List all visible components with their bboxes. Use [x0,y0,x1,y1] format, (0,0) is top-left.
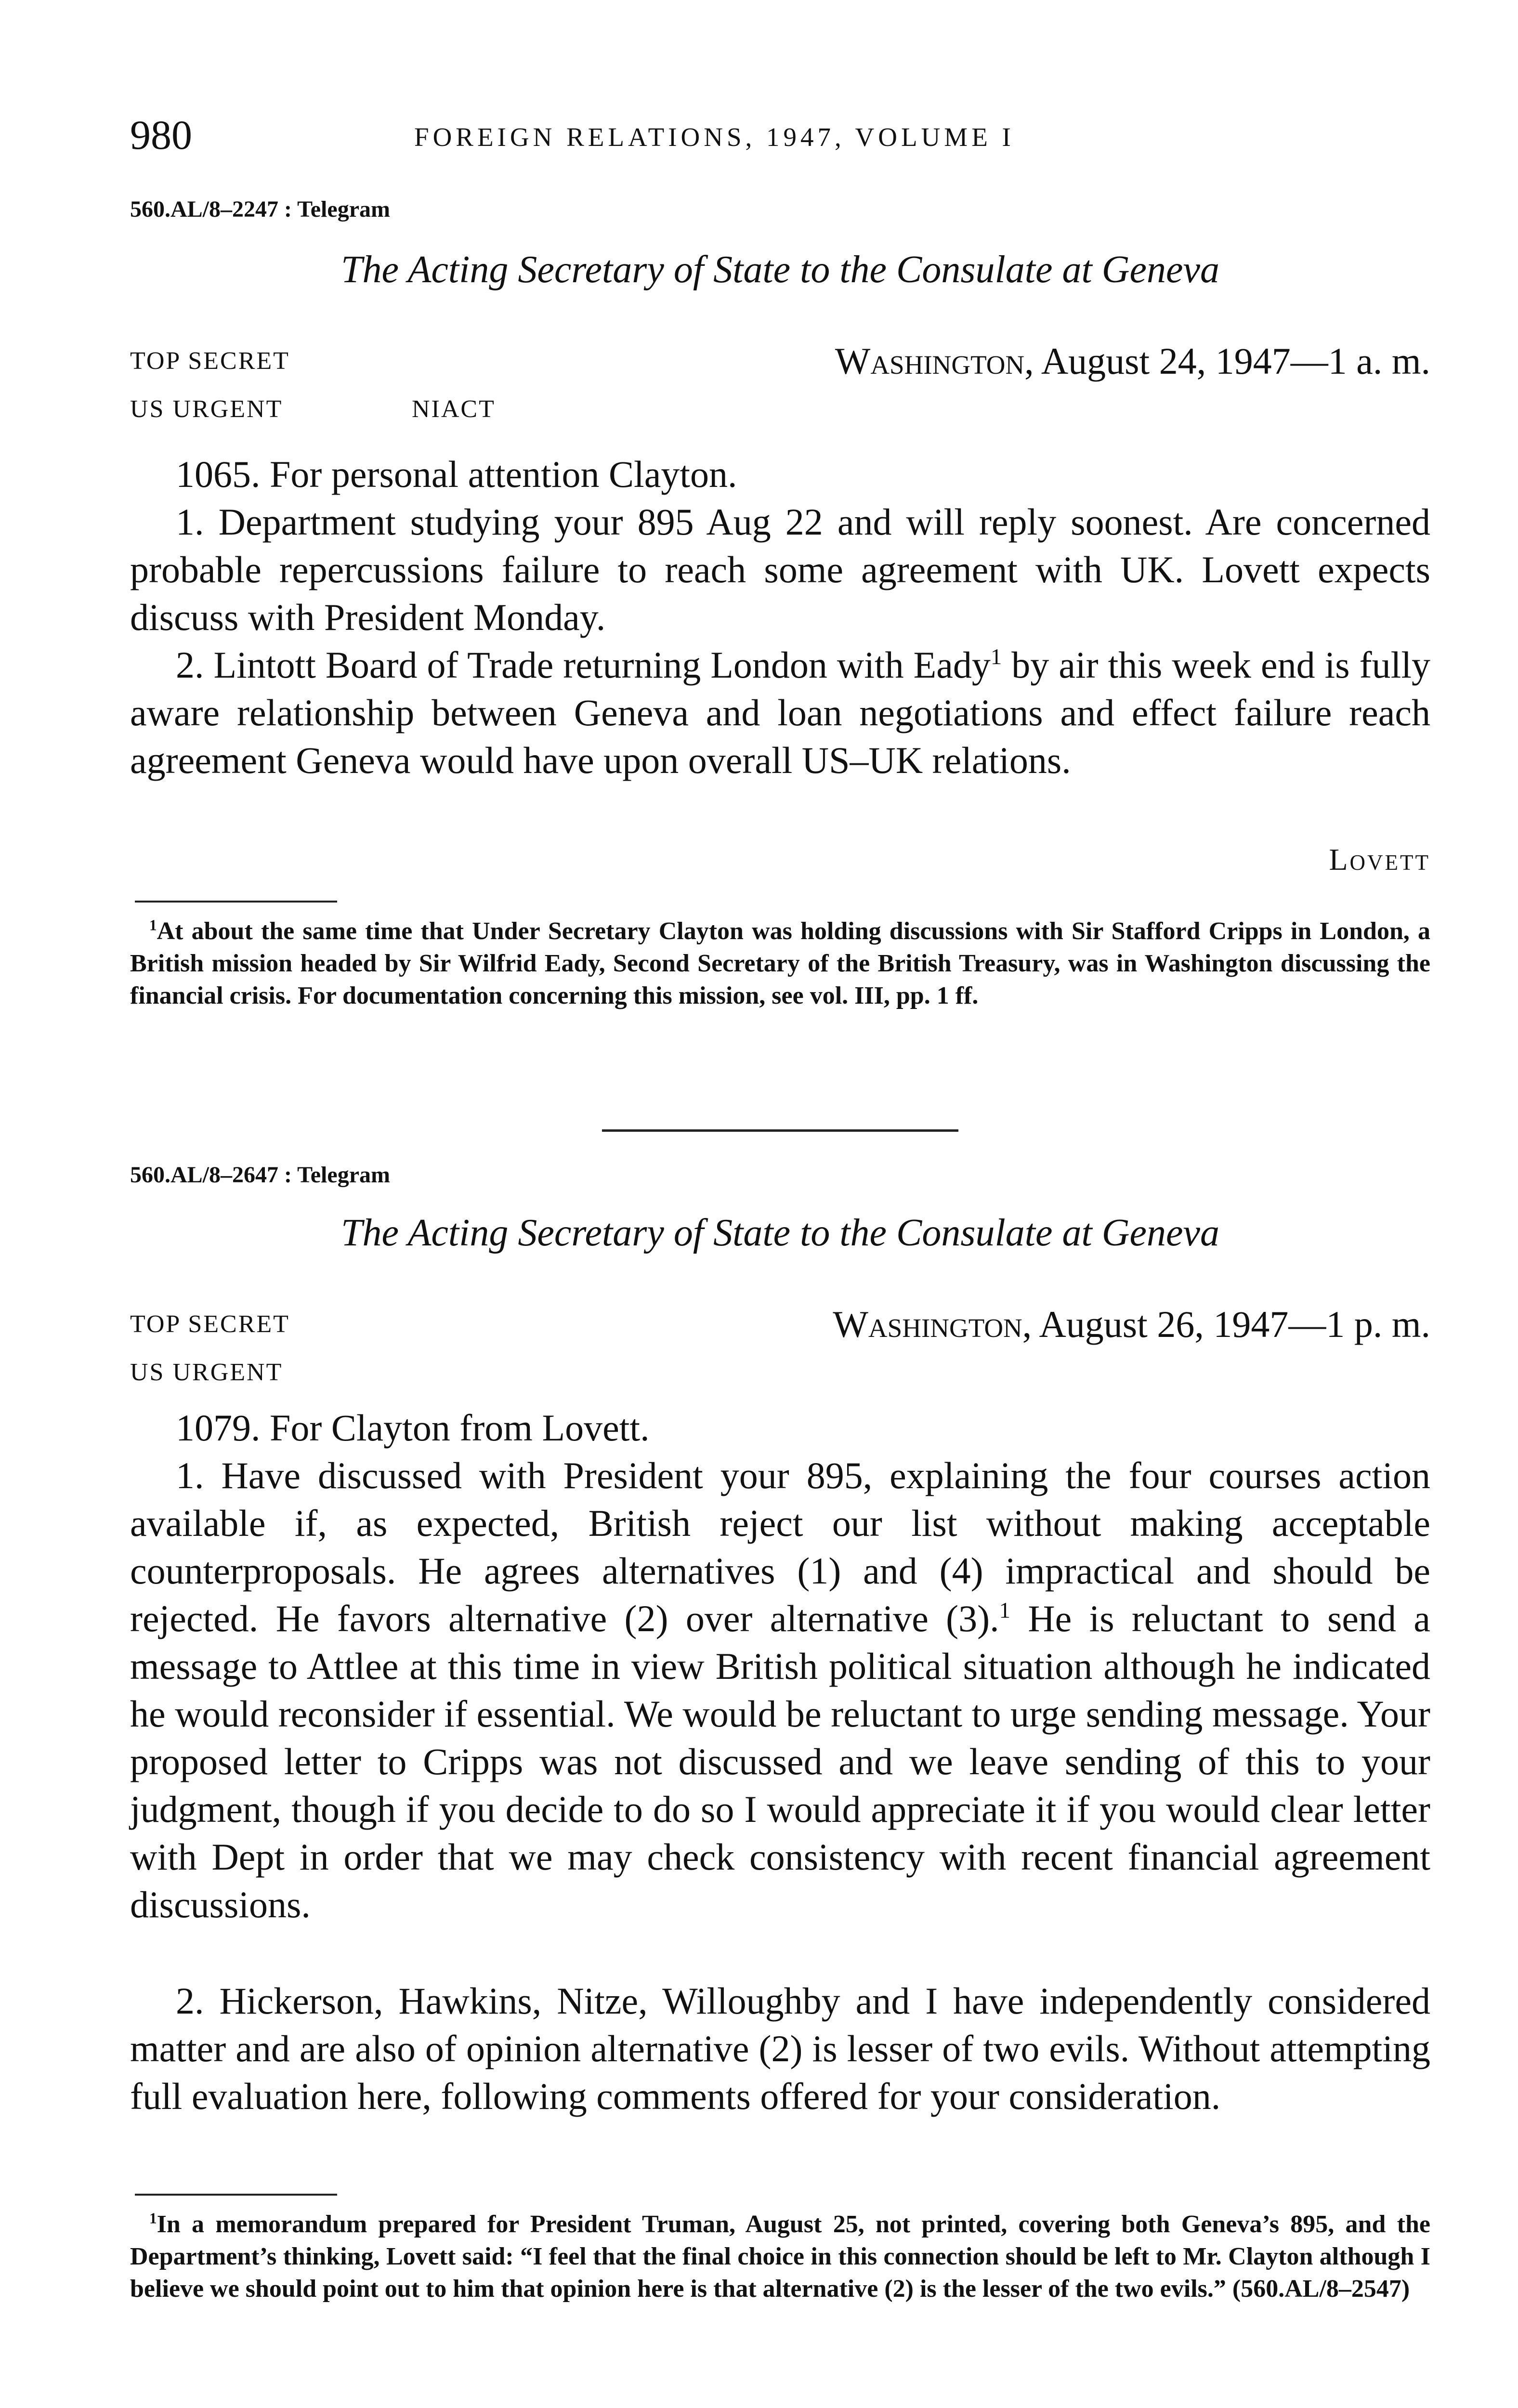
priority-extra: NIACT [412,395,496,423]
document-title: The Acting Secretary of State to the Consulate at Geneva [340,249,1220,291]
page-number: 980 [130,112,192,158]
section-divider [602,1129,958,1132]
message-line: 1065. For personal attention Clayton. [176,453,737,495]
footnote-number: 1 [149,2210,157,2227]
footnote-rule [135,901,337,903]
footnote-text: At about the same time that Under Secretary Clayton was holding discussions with Sir Stafford Cripps in London, a British mission headed by Sir Wilfrid Eady, Second Secretary of the British Treasury, was in Washington discussing the financial crisis. For documentation concerning this mission, see vol. III, pp. 1 ff. [130,917,1430,1009]
footnote-marker: 1 [999,1597,1011,1623]
message-paragraph: 2. Hickerson, Hawkins, Nitze, Willoughby and I have independently considered matter and are also of opinion alternative (2) is lesser of two evils. Without attempting full evaluation here, following comments offered for your consideration. [130,1980,1430,2117]
paragraph-text: by air this week end is fully aware relationship between Geneva and loan negotiations and effect failure reach agreement Geneva would have upon overall US–UK relations. [130,644,1430,781]
paragraph-text: 1. Have discussed with President your 895, explaining the four courses action available if, as expected, British reject our list without making acceptable counterproposals. He agrees alternatives (1) and (4) impractical and should be rejected. He favors alternative (2) over alternative (3). [130,1454,1430,1639]
priority: US URGENT [130,395,283,423]
paragraph-text: He is reluctant to send a message to Attlee at this time in view British political situation although he indicated he would reconsider if essential. We would be reluctant to urge sending message. Your proposed letter to Cripps was not discussed and we leave sending of this to your judgment, though if you decide to do so I would appreciate it if you would clear letter with Dept in order that we may check consistency with recent financial agreement discussions. [130,1597,1430,1925]
footnote-text: In a memorandum prepared for President Truman, August 25, not printed, covering both Geneva’s 895, and the Department’s thinking, Lovett said: “I feel that the final choice in this connection should be left to Mr. Clayton although I believe we should point out to him that opinion here is that alternative (2) is the lesser of the two evils.” (560.AL/8–2547) [130,2211,1430,2303]
message-paragraph [130,641,1430,784]
file-reference: 560.AL/8–2647 : Telegram [130,1162,390,1188]
classification: TOP SECRET [130,1310,290,1338]
paragraph-text: 2. Lintott Board of Trade returning London with Eady [176,644,991,686]
dateline-place: Washington [833,1303,1022,1345]
footnote [130,2208,1430,2305]
dateline-place: Washington [835,340,1025,382]
priority: US URGENT [130,1359,283,1386]
dateline-date: , August 26, 1947—1 p. m. [1022,1303,1430,1345]
footnote-rule [135,2194,337,2196]
classification: TOP SECRET [130,347,290,375]
footnote-marker: 1 [990,644,1002,669]
file-reference: 560.AL/8–2247 : Telegram [130,196,390,222]
page-header [130,108,1430,161]
document-title: The Acting Secretary of State to the Consulate at Geneva [340,1212,1220,1254]
footnote [130,915,1430,1012]
message-paragraph: 1. Department studying your 895 Aug 22 and will reply soonest. Are concerned probable repercussions failure to reach some agreement with UK. Lovett expects discuss with President Monday. [130,501,1430,638]
footnote-number: 1 [149,916,157,934]
message-line: 1079. For Clayton from Lovett. [176,1407,650,1449]
dateline [835,337,1430,385]
document-page [130,0,1430,2408]
message-paragraph [130,1452,1430,1928]
dateline-date: , August 24, 1947—1 a. m. [1024,340,1430,382]
signature: Lovett [1329,842,1430,877]
running-head: FOREIGN RELATIONS, 1947, VOLUME I [414,122,1015,152]
dateline [833,1300,1430,1348]
